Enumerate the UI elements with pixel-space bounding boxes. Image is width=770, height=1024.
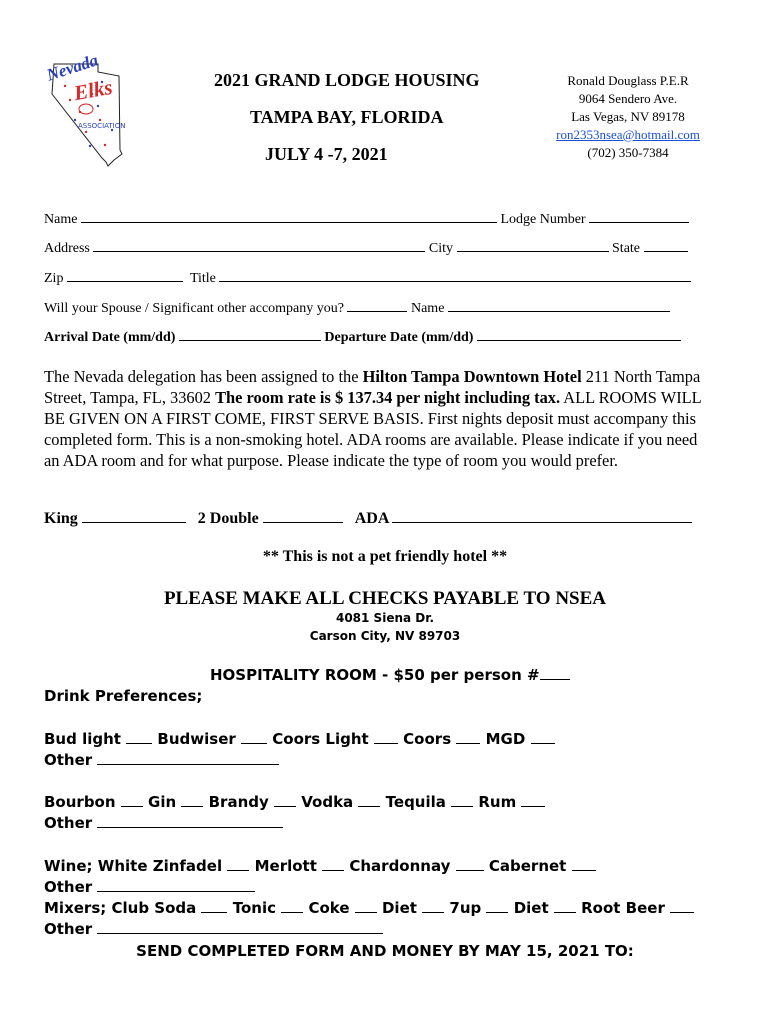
coors-input-line[interactable] xyxy=(456,731,480,744)
mixers-other-input-line[interactable] xyxy=(97,921,383,934)
contact-block xyxy=(528,72,728,162)
liquor-other-row xyxy=(44,814,283,832)
spouse-answer-input-line[interactable] xyxy=(347,299,407,312)
checks-city: Carson City, NV 89703 xyxy=(309,629,461,643)
wine-other-input-line[interactable] xyxy=(97,879,255,892)
wine-other-label: Other xyxy=(44,878,93,896)
city-input-line[interactable] xyxy=(457,239,609,252)
name-label: Name xyxy=(44,212,78,227)
address-input-line[interactable] xyxy=(93,239,425,252)
beer-other-label: Other xyxy=(44,751,93,769)
hospitality-count-input-line[interactable] xyxy=(540,667,570,680)
budwiser-input-line[interactable] xyxy=(241,731,267,744)
wine-label: Wine; xyxy=(44,857,93,875)
nevada-elks-logo xyxy=(40,50,132,170)
liquor-tequila: Tequila xyxy=(385,793,446,811)
contact-email-link[interactable]: ron2353nsea@hotmail.com xyxy=(556,127,700,142)
mixer-club-soda: Club Soda xyxy=(111,899,197,917)
liquor-rum: Rum xyxy=(478,793,517,811)
address-label: Address xyxy=(44,241,90,256)
root-beer-input-line[interactable] xyxy=(670,900,694,913)
king-input-line[interactable] xyxy=(82,510,186,523)
arrival-date-input-line[interactable] xyxy=(179,328,321,341)
logo-text-nevada: Nevada xyxy=(44,50,101,85)
hotel-name: Hilton Tampa Downtown Hotel xyxy=(362,367,582,386)
contact-phone: (702) 350-7384 xyxy=(587,145,669,160)
merlott-input-line[interactable] xyxy=(322,858,344,871)
mixer-root-beer: Root Beer xyxy=(581,899,665,917)
name-row xyxy=(44,210,689,228)
arrival-date-label: Arrival Date (mm/dd) xyxy=(44,330,176,345)
beer-bud-light: Bud light xyxy=(44,730,121,748)
mixers-other-label: Other xyxy=(44,920,93,938)
zip-row xyxy=(44,269,691,287)
double-label: 2 Double xyxy=(197,510,259,527)
logo-text-elks: Elks xyxy=(72,74,115,106)
hospitality-title: HOSPITALITY ROOM - $50 per person # xyxy=(210,666,540,684)
7up-input-line[interactable] xyxy=(486,900,508,913)
mixers-other-row xyxy=(44,920,383,938)
mixer-coke: Coke xyxy=(308,899,350,917)
wine-white-zinfadel: White Zinfadel xyxy=(97,857,223,875)
mixer-diet-2: Diet xyxy=(513,899,549,917)
zip-label: Zip xyxy=(44,271,64,286)
double-input-line[interactable] xyxy=(263,510,343,523)
state-label: State xyxy=(612,241,641,256)
paragraph-text-3: ALL ROOMS WILL BE GIVEN ON A FIRST COME, FIRST SERVE BASIS. First nights deposit must accompany this completed form. This is a non-smoking hotel. ADA rooms are available. Please indicate if you need an ADA room and for what purpose. Please indicate the type of room you would prefer. xyxy=(44,388,702,470)
wine-chardonnay: Chardonnay xyxy=(349,857,451,875)
beer-other-input-line[interactable] xyxy=(97,752,279,765)
hotel-info-paragraph xyxy=(44,366,712,471)
tonic-input-line[interactable] xyxy=(281,900,303,913)
drink-preferences-label: Drink Preferences; xyxy=(44,687,203,705)
beer-other-row xyxy=(44,751,279,769)
spouse-row xyxy=(44,299,670,317)
departure-date-label: Departure Date (mm/dd) xyxy=(324,330,474,345)
spouse-name-input-line[interactable] xyxy=(448,299,670,312)
liquor-other-label: Other xyxy=(44,814,93,832)
liquor-vodka: Vodka xyxy=(301,793,354,811)
bud-light-input-line[interactable] xyxy=(126,731,152,744)
liquor-other-input-line[interactable] xyxy=(97,815,283,828)
lodge-number-label: Lodge Number xyxy=(500,212,586,227)
beer-coors-light: Coors Light xyxy=(272,730,369,748)
paragraph-text-1: The Nevada delegation has been assigned to the xyxy=(44,367,363,386)
contact-city: Las Vegas, NV 89178 xyxy=(571,109,685,124)
paragraph-text-2: 211 North Tampa Street, Tampa, FL, 33602 xyxy=(44,367,701,407)
header-title-line2: TAMPA BAY, FLORIDA xyxy=(250,107,444,127)
mixer-tonic: Tonic xyxy=(232,899,276,917)
wine-row xyxy=(44,857,596,875)
wine-other-row xyxy=(44,878,255,896)
checks-street: 4081 Siena Dr. xyxy=(335,611,434,625)
beer-row xyxy=(44,730,555,748)
liquor-gin: Gin xyxy=(148,793,177,811)
room-rate: The room rate is $ 137.34 per night including tax. xyxy=(215,388,561,407)
diet-2-input-line[interactable] xyxy=(554,900,576,913)
state-input-line[interactable] xyxy=(644,239,688,252)
wine-cabernet: Cabernet xyxy=(488,857,567,875)
room-type-row xyxy=(44,510,692,528)
hospitality-heading xyxy=(210,666,570,684)
departure-date-input-line[interactable] xyxy=(477,328,681,341)
beer-budwiser: Budwiser xyxy=(157,730,236,748)
pet-notice: ** This is not a pet friendly hotel ** xyxy=(262,548,508,565)
king-label: King xyxy=(44,510,78,527)
bourbon-input-line[interactable] xyxy=(121,794,143,807)
header-title-line1: 2021 GRAND LODGE HOUSING xyxy=(214,70,480,90)
title-label: Title xyxy=(189,271,216,286)
spouse-question-label: Will your Spouse / Significant other accompany you? xyxy=(44,301,344,316)
mgd-input-line[interactable] xyxy=(531,731,555,744)
wine-merlott: Merlott xyxy=(254,857,317,875)
gin-input-line[interactable] xyxy=(181,794,203,807)
liquor-bourbon: Bourbon xyxy=(44,793,116,811)
lodge-number-input-line[interactable] xyxy=(589,210,689,223)
mixer-7up: 7up xyxy=(449,899,482,917)
white-zinfadel-input-line[interactable] xyxy=(227,858,249,871)
send-form-deadline: SEND COMPLETED FORM AND MONEY BY MAY 15, 2021 TO: xyxy=(136,942,634,960)
dates-row xyxy=(44,328,681,346)
mixers-row xyxy=(44,899,694,917)
logo-text-association: ASSOCIATION xyxy=(78,122,126,130)
spouse-name-label: Name xyxy=(410,301,445,316)
cabernet-input-line[interactable] xyxy=(572,858,596,871)
zip-input-line[interactable] xyxy=(67,269,183,282)
chardonnay-input-line[interactable] xyxy=(456,858,484,871)
liquor-row xyxy=(44,793,545,811)
beer-mgd: MGD xyxy=(485,730,526,748)
header-title-line3: JULY 4 -7, 2021 xyxy=(265,144,388,164)
address-row xyxy=(44,239,688,257)
contact-street: 9064 Sendero Ave. xyxy=(578,91,678,106)
title-input-line[interactable] xyxy=(219,269,691,282)
mixers-label: Mixers; xyxy=(44,899,107,917)
coors-light-input-line[interactable] xyxy=(374,731,398,744)
ada-label: ADA xyxy=(354,510,389,527)
name-input-line[interactable] xyxy=(81,210,497,223)
beer-coors: Coors xyxy=(403,730,452,748)
liquor-brandy: Brandy xyxy=(208,793,269,811)
coke-input-line[interactable] xyxy=(355,900,377,913)
brandy-input-line[interactable] xyxy=(274,794,296,807)
vodka-input-line[interactable] xyxy=(358,794,380,807)
mixer-diet: Diet xyxy=(381,899,417,917)
tequila-input-line[interactable] xyxy=(451,794,473,807)
city-label: City xyxy=(428,241,454,256)
checks-payable-heading: PLEASE MAKE ALL CHECKS PAYABLE TO NSEA xyxy=(163,588,607,609)
diet-input-line[interactable] xyxy=(422,900,444,913)
ada-input-line[interactable] xyxy=(392,510,692,523)
contact-name: Ronald Douglass P.E.R xyxy=(567,73,689,88)
rum-input-line[interactable] xyxy=(521,794,545,807)
club-soda-input-line[interactable] xyxy=(201,900,227,913)
